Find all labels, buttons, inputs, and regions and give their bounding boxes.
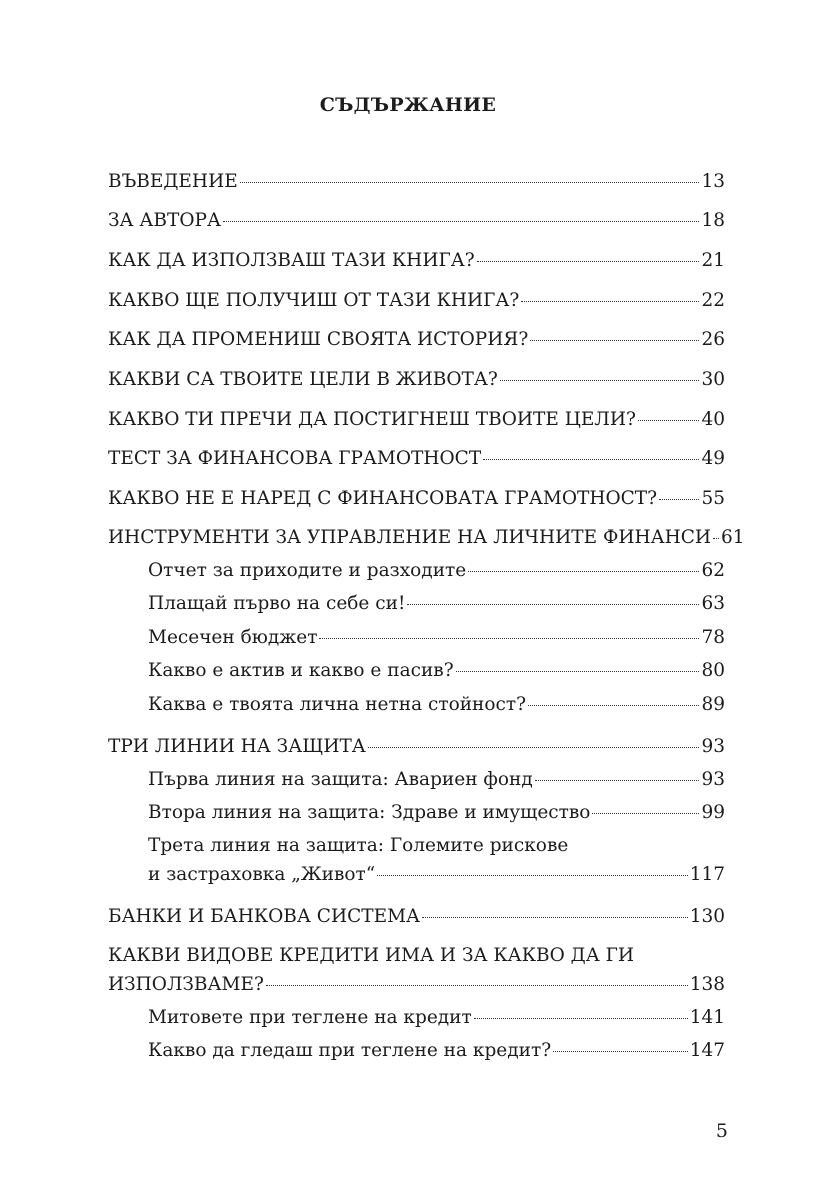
toc-subentry-assets-liabilities[interactable] [148, 657, 725, 685]
dot-leader [377, 875, 687, 876]
toc-entry-title: Каква е твоята лична нетна стойност? [148, 694, 527, 715]
dot-leader [477, 261, 700, 262]
toc-entry-change-story[interactable] [108, 326, 725, 354]
toc-entry-page: 78 [701, 627, 725, 648]
toc-entry-title: Първа линия на защита: Авариен фонд [148, 769, 533, 790]
toc-entry-page: 147 [689, 1040, 725, 1061]
toc-entry-credits[interactable] [108, 971, 725, 999]
dot-leader [530, 340, 699, 341]
toc-entry-page: 141 [689, 1007, 725, 1028]
toc-entry-page: 93 [701, 736, 725, 757]
toc-entry-page: 63 [701, 593, 725, 614]
toc-entry-credits-line1: КАКВИ ВИДОВЕ КРЕДИТИ ИМА И ЗА КАКВО ДА ГИ [108, 945, 634, 966]
toc-title: СЪДЪРЖАНИЕ [319, 94, 497, 116]
dot-leader [468, 571, 699, 572]
dot-leader [456, 671, 700, 672]
toc-entry-page: 89 [701, 694, 725, 715]
toc-entry-banks[interactable] [108, 903, 725, 931]
toc-entry-title: КАКВО НЕ Е НАРЕД С ФИНАНСОВАТА ГРАМОТНОСТ? [108, 488, 658, 509]
toc-subentry-emergency-fund[interactable] [148, 766, 725, 794]
dot-leader [713, 538, 719, 539]
toc-entry-title: БАНКИ И БАНКОВА СИСТЕМА [108, 906, 421, 927]
toc-entry-what-you-get[interactable] [108, 287, 725, 315]
toc-subentry-big-risks[interactable] [148, 861, 725, 889]
dot-leader [638, 420, 700, 421]
toc-entry-title: КАКВО ЩЕ ПОЛУЧИШ ОТ ТАЗИ КНИГА? [108, 290, 520, 311]
toc-entry-page: 99 [701, 802, 725, 823]
toc-entry-how-to-use[interactable] [108, 247, 725, 275]
toc-entry-life-goals[interactable] [108, 366, 725, 394]
toc-subentry-health-property[interactable] [148, 799, 725, 827]
toc-entry-title: Митовете при теглене на кредит [148, 1007, 472, 1028]
toc-entry-page: 62 [701, 560, 725, 581]
toc-entry-title: КАК ДА ИЗПОЛЗВАШ ТАЗИ КНИГА? [108, 250, 475, 271]
page-number: 5 [715, 1120, 728, 1142]
toc-entry-title: КАКВО ТИ ПРЕЧИ ДА ПОСТИГНЕШ ТВОИТЕ ЦЕЛИ? [108, 409, 636, 430]
dot-leader [483, 459, 699, 460]
dot-leader [659, 499, 699, 500]
toc-entry-page: 40 [701, 409, 725, 430]
toc-subentry-net-worth[interactable] [148, 691, 725, 719]
toc-entry-title: Месечен бюджет [148, 627, 318, 648]
dot-leader [266, 985, 688, 986]
toc-subentry-monthly-budget[interactable] [148, 624, 725, 652]
dot-leader [240, 182, 700, 183]
toc-entry-page: 18 [701, 210, 725, 231]
toc-entry-obstacles[interactable] [108, 406, 725, 434]
dot-leader [223, 221, 699, 222]
toc-entry-title: КАКВИ СА ТВОИТЕ ЦЕЛИ В ЖИВОТА? [108, 369, 498, 390]
toc-entry-title: ТЕСТ ЗА ФИНАНСОВА ГРАМОТНОСТ [108, 448, 482, 469]
toc-entry-introduction[interactable] [108, 168, 725, 196]
toc-entry-literacy-problems[interactable] [108, 485, 725, 513]
toc-entry-page: 61 [721, 527, 745, 548]
dot-leader [368, 747, 700, 748]
toc-subentry-pay-yourself[interactable] [148, 590, 725, 618]
toc-subentry-credit-tips[interactable] [148, 1037, 725, 1065]
toc-entry-page: 21 [701, 250, 725, 271]
toc-entry-three-lines-defense[interactable] [108, 733, 725, 761]
toc-entry-page: 55 [701, 488, 725, 509]
toc-entry-page: 30 [701, 369, 725, 390]
toc-entry-title: Какво да гледаш при теглене на кредит? [148, 1040, 552, 1061]
dot-leader [500, 380, 700, 381]
toc-entry-finance-tools[interactable] [108, 524, 745, 552]
toc-entry-page: 49 [701, 448, 725, 469]
toc-entry-title: ИНСТРУМЕНТИ ЗА УПРАВЛЕНИЕ НА ЛИЧНИТЕ ФИНАНСИ [108, 527, 712, 548]
toc-entry-title: ВЪВЕДЕНИЕ [108, 171, 238, 192]
dot-leader [592, 813, 699, 814]
toc-entry-page: 130 [689, 906, 725, 927]
toc-entry-page: 13 [701, 171, 725, 192]
dot-leader [553, 1051, 688, 1052]
dot-leader [422, 917, 688, 918]
dot-leader [474, 1018, 688, 1019]
toc-entry-title: Отчет за приходите и разходите [148, 560, 467, 581]
toc-entry-title: ТРИ ЛИНИИ НА ЗАЩИТА [108, 736, 366, 757]
toc-entry-page: 22 [701, 290, 725, 311]
toc-entry-page: 138 [689, 974, 725, 995]
dot-leader [407, 604, 699, 605]
dot-leader [528, 705, 699, 706]
toc-entry-page: 26 [701, 329, 725, 350]
toc-entry-literacy-test[interactable] [108, 445, 725, 473]
toc-entry-page: 93 [701, 769, 725, 790]
toc-entry-title: Какво е актив и какво е пасив? [148, 660, 454, 681]
dot-leader [319, 638, 699, 639]
toc-entry-title: КАК ДА ПРОМЕНИШ СВОЯТА ИСТОРИЯ? [108, 329, 529, 350]
dot-leader [535, 780, 700, 781]
toc-entry-page: 117 [689, 864, 725, 885]
toc-entry-title: ИЗПОЛЗВАМЕ? [108, 974, 264, 995]
toc-entry-title: ЗА АВТОРА [108, 210, 221, 231]
toc-subentry-credit-myths[interactable] [148, 1004, 725, 1032]
toc-subentry-big-risks-line1: Трета линия на защита: Големите рискове [148, 835, 569, 856]
toc-subentry-income-statement[interactable] [148, 557, 725, 585]
toc-entry-title: и застраховка „Живот“ [148, 864, 376, 885]
toc-entry-title: Втора линия на защита: Здраве и имущество [148, 802, 591, 823]
toc-entry-about-author[interactable] [108, 207, 725, 235]
toc-entry-title: Плащай първо на себе си! [148, 593, 406, 614]
toc-entry-page: 80 [701, 660, 725, 681]
dot-leader [521, 301, 699, 302]
